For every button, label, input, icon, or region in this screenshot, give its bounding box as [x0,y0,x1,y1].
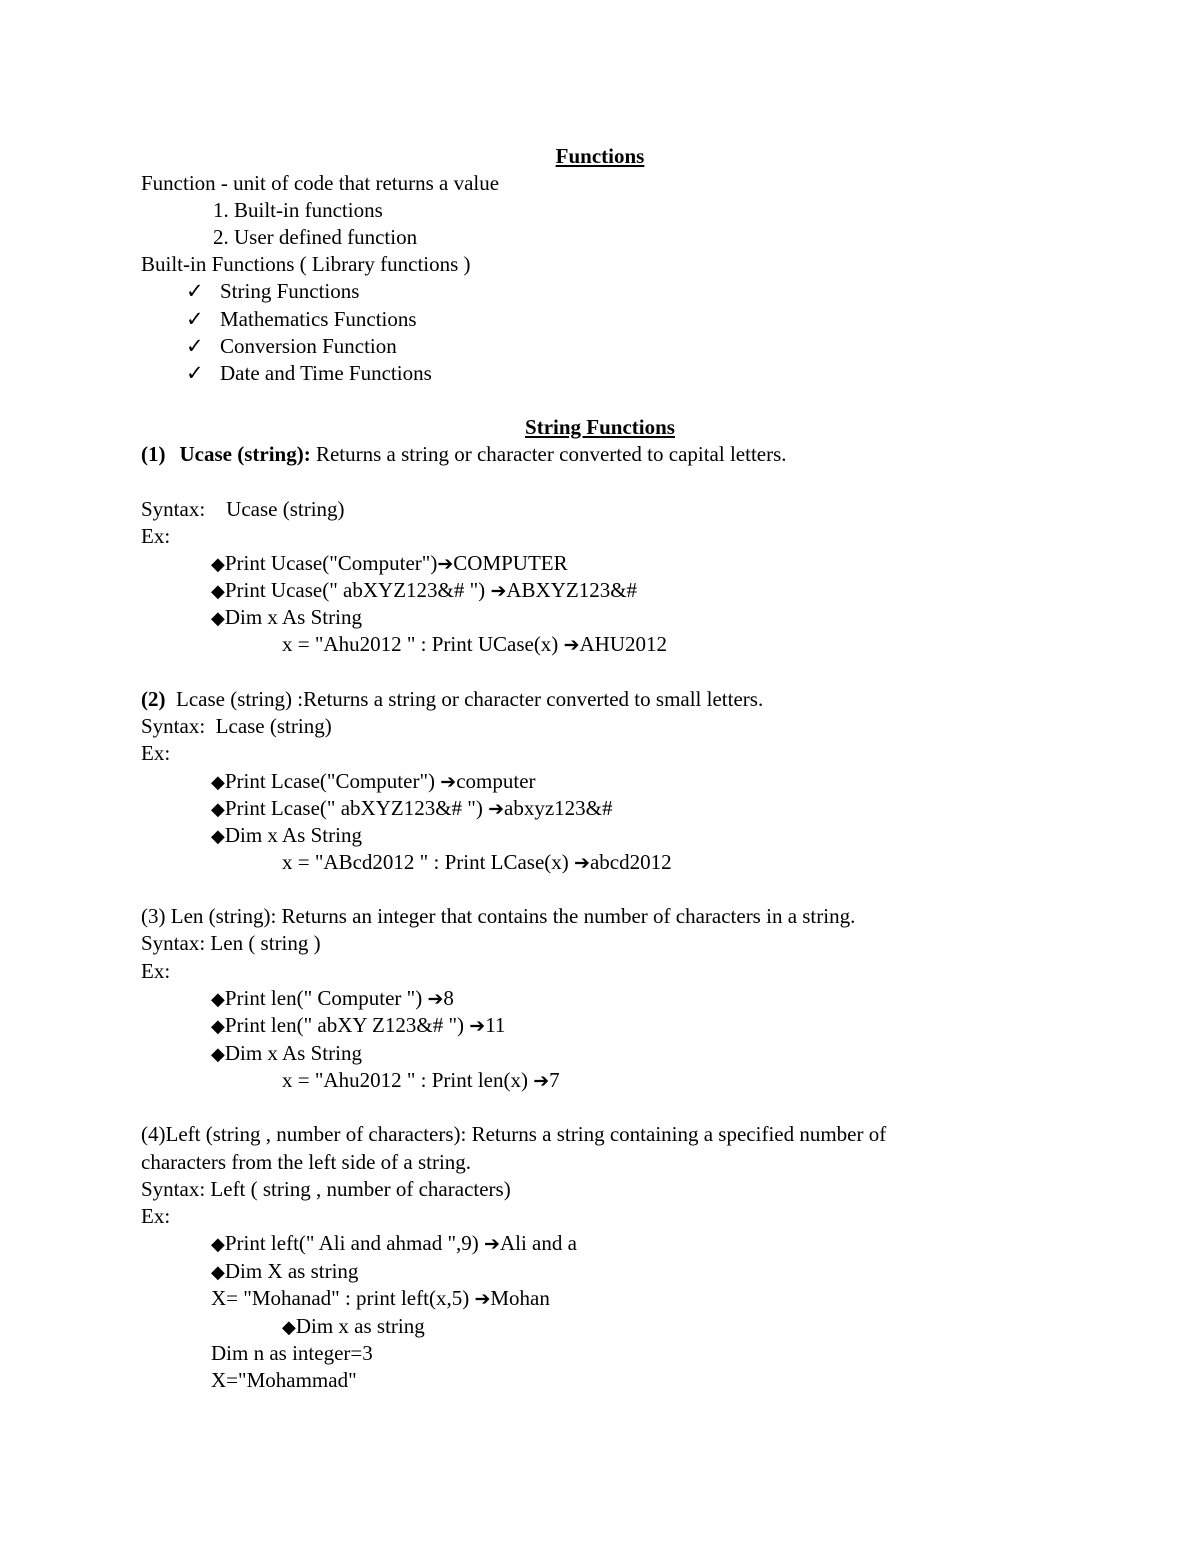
len-example: ◆Print len(" Computer ") ➔8 [211,986,454,1010]
right-arrow-icon: ➔ [474,1289,491,1310]
diamond-bullet-icon: ◆ [282,1317,296,1337]
type-item: 2. User defined function [213,225,418,249]
right-arrow-icon: ➔ [484,1234,500,1255]
len-sub-example: x = "Ahu2012 " : Print len(x) ➔7 [282,1068,560,1092]
lcase-ex-label: Ex: [141,741,171,765]
left-ex-label: Ex: [141,1204,171,1228]
diamond-bullet-icon: ◆ [211,826,225,846]
len-description: (3) Len (string): Returns an integer that contains the number of characters in a string. [141,904,856,928]
left-example: ◆Print left(" Ali and ahmad ",9) ➔Ali and a [211,1231,577,1255]
ucase-example: ◆Print Ucase("Computer")➔COMPUTER [211,551,568,575]
diamond-bullet-icon: ◆ [211,608,225,628]
builtin-heading: Built-in Functions ( Library functions ) [141,252,471,276]
ucase-ex-label: Ex: [141,524,171,548]
builtin-list-item: ✓ Date and Time Functions [186,361,432,385]
ucase-sub-example: x = "Ahu2012 " : Print UCase(x) ➔AHU2012 [282,632,667,656]
len-example: ◆Print len(" abXY Z123&# ") ➔11 [211,1013,506,1037]
check-mark-icon: ✓ [186,279,204,303]
len-example: ◆Dim x As String [211,1041,362,1065]
diamond-bullet-icon: ◆ [211,1234,225,1254]
lcase-example: ◆Print Lcase("Computer") ➔computer [211,769,536,793]
lcase-example: ◆Dim x As String [211,823,362,847]
right-arrow-icon: ➔ [563,635,580,656]
right-arrow-icon: ➔ [488,799,505,820]
ucase-example: ◆Dim x As String [211,605,362,629]
left-example-line: X="Mohammad" [211,1368,357,1392]
type-item: 1. Built-in functions [213,198,383,222]
check-mark-icon: ✓ [186,307,204,331]
len-ex-label: Ex: [141,959,171,983]
right-arrow-icon: ➔ [427,989,444,1010]
ucase-description: (1) Ucase (string): Returns a string or character converted to capital letters. [141,442,787,466]
left-example: ◆Dim x as string [282,1314,425,1338]
right-arrow-icon: ➔ [533,1071,550,1092]
left-example: ◆Dim X as string [211,1259,359,1283]
builtin-list-item: ✓ Mathematics Functions [186,307,417,331]
left-example-line: X= "Mohanad" : print left(x,5) ➔Mohan [211,1286,550,1310]
builtin-list-item: ✓ Conversion Function [186,334,397,358]
function-definition: Function - unit of code that returns a value [141,171,500,195]
len-syntax: Syntax: Len ( string ) [141,931,321,955]
check-mark-icon: ✓ [186,334,204,358]
diamond-bullet-icon: ◆ [211,1262,225,1282]
right-arrow-icon: ➔ [490,581,507,602]
diamond-bullet-icon: ◆ [211,1016,225,1036]
page-title: Functions [555,144,645,168]
left-example-line: Dim n as integer=3 [211,1341,373,1365]
right-arrow-icon: ➔ [469,1016,486,1037]
lcase-description: (2) Lcase (string) :Returns a string or character converted to small letters. [141,687,764,711]
diamond-bullet-icon: ◆ [211,989,225,1009]
section-heading: String Functions [525,415,675,439]
diamond-bullet-icon: ◆ [211,554,225,574]
right-arrow-icon: ➔ [437,554,454,575]
right-arrow-icon: ➔ [440,772,457,793]
right-arrow-icon: ➔ [574,853,590,874]
diamond-bullet-icon: ◆ [211,799,225,819]
diamond-bullet-icon: ◆ [211,1044,225,1064]
lcase-sub-example: x = "ABcd2012 " : Print LCase(x) ➔abcd2012 [282,850,672,874]
check-mark-icon: ✓ [186,361,204,385]
builtin-list-item: ✓ String Functions [186,279,360,303]
lcase-example: ◆Print Lcase(" abXYZ123&# ") ➔abxyz123&# [211,796,613,820]
left-syntax: Syntax: Left ( string , number of characters) [141,1177,511,1201]
ucase-example: ◆Print Ucase(" abXYZ123&# ") ➔ABXYZ123&# [211,578,638,602]
left-description: characters from the left side of a string. [141,1150,472,1174]
lcase-syntax: Syntax: Lcase (string) [141,714,332,738]
ucase-syntax: Syntax: Ucase (string) [141,497,345,521]
diamond-bullet-icon: ◆ [211,581,225,601]
left-description: (4)Left (string , number of characters): Returns a string containing a specified number of [141,1122,887,1146]
diamond-bullet-icon: ◆ [211,772,225,792]
